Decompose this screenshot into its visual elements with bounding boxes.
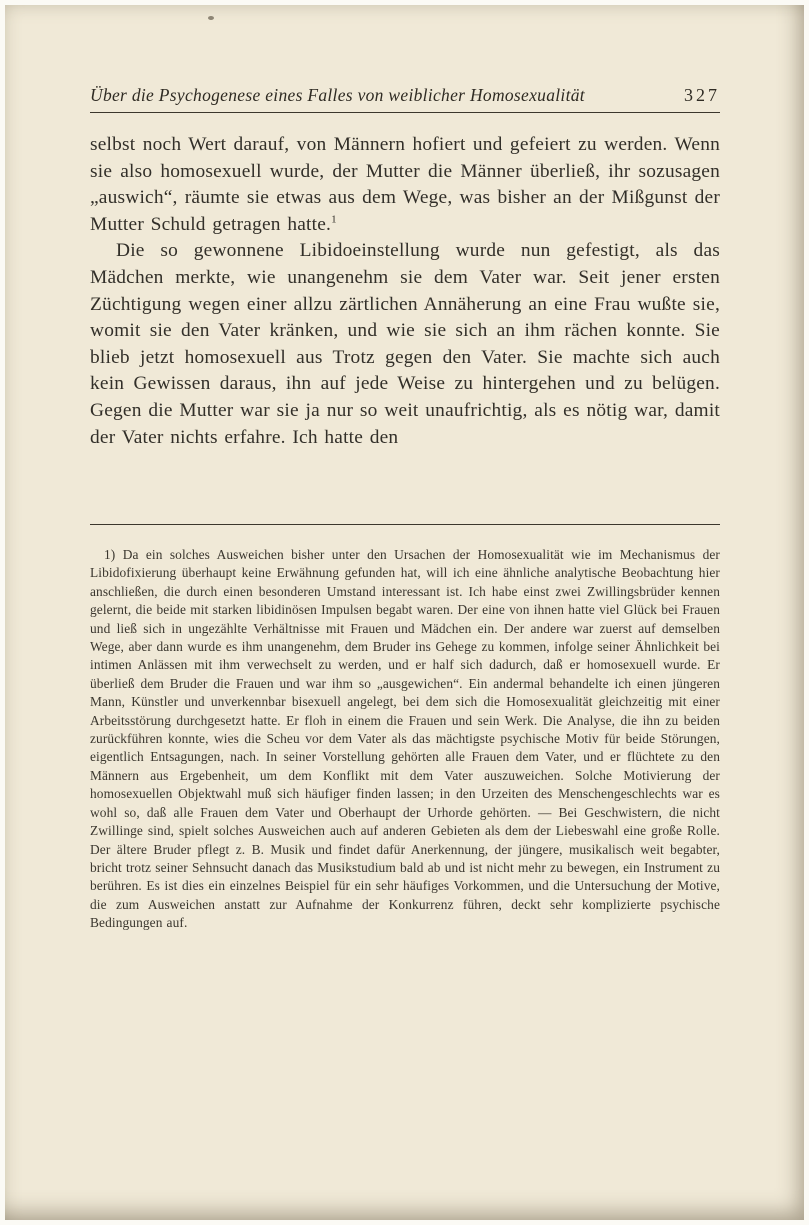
footnote-marker: 1) [104,547,116,562]
footnote [90,546,720,933]
page-number: 327 [684,85,720,105]
body-paragraph-2: Die so gewonnene Libidoeinstellung wurde nun gefestigt, als das Mädchen merkte, wie unangenehm sie dem Vater war. Seit jener ersten Züchtigung wegen einer allzu zärtlichen Annäherung an eine Frau wußte sie, womit sie den Vater kränken, und wie sie sich an ihm rächen konnte. Sie blieb jetzt homosexuell aus Trotz gegen den Vater. Sie machte sich auch kein Gewissen daraus, ihn auf jede Weise zu hintergehen und zu belügen. Gegen die Mutter war sie ja nur so weit unaufrichtig, als es nötig war, damit der Vater nichts erfahre. Ich hatte den [90,240,720,448]
footnote-text: Da ein solches Ausweichen bisher unter den Ursachen der Homosexualität wie im Mechanismus der Libidofixierung überhaupt keine Erwähnung gefunden hat, will ich eine ähnliche analytische Beobachtung hier anschließen, die durch einen besonderen Umstand interessant ist. Ich habe einst zwei Zwillingsbrüder kennen gelernt, die beide mit starken libidinösen Impulsen begabt waren. Der eine von ihnen hatte viel Glück bei Frauen und ließ sich in ungezählte Verhältnisse mit Frauen und Mädchen ein. Der andere war zuerst auf demselben Wege, aber dann wurde es ihm unangenehm, dem Bruder ins Gehege zu kommen, infolge seiner Ähnlichkeit bei intimen Anlässen mit ihm verwechselt zu werden, und er half sich dadurch, daß er homosexuell wurde. Er überließ dem Bruder die Frauen und war ihm so „ausgewichen“. Ein andermal behandelte ich einen jüngeren Mann, Künstler und unverkennbar bisexuell angelegt, bei dem sich die Homosexualität gleichzeitig mit einer Arbeitsstörung durchgesetzt hatte. Er floh in einem die Frauen und sein Werk. Die Analyse, die ihn zu beiden zurückführen konnte, wies die Scheu vor dem Vater als das mächtigste psychische Motiv für beide Störungen, eigentlich Entsagungen, nach. In seiner Vorstellung gehörten alle Frauen dem Vater, und er flüchtete zu den Männern aus Ergebenheit, um dem Konflikt mit dem Vater auszuweichen. Solche Motivierung der homosexuellen Objektwahl muß sich häufiger finden lassen; in den Urzeiten des Menschengeschlechts war es wohl so, daß alle Frauen dem Vater und Oberhaupt der Urhorde gehörten. — Bei Geschwistern, die nicht Zwillinge sind, spielt solches Ausweichen auch auf anderen Gebieten als dem der Liebeswahl eine große Rolle. Der ältere Bruder pflegt z. B. Musik und findet dafür Anerkennung, der jüngere, musikalisch weit begabter, bricht trotz seiner Sehnsucht danach das Musikstudium bald ab und ist nicht mehr zu bewegen, ein Instrument zu berühren. Es ist dies ein einzelnes Beispiel für ein sehr häufiges Vorkommen, und die Untersuchung der Motive, die zum Ausweichen anstatt zur Aufnahme der Konkurrenz führen, deckt sehr komplizierte psychische Bedingungen auf. [90,547,720,931]
footnote-divider [90,524,720,525]
body-paragraph-1 [90,132,720,238]
page-title: Über die Psychogenese eines Falles von weiblicher Homosexualität [90,85,585,105]
running-header [90,85,720,106]
header-divider [90,112,720,113]
body-text [90,132,720,451]
scan-speck [208,16,214,20]
body-paragraph-1-text: selbst noch Wert darauf, von Männern hofiert und gefeiert zu werden. Wenn sie also homosexuell wurde, der Mutter die Männer überließ, ihr sozusagen „auswich“, räumte sie etwas aus dem Wege, was bisher an der Mißgunst der Mutter Schuld getragen hatte. [90,134,720,235]
paper-page [5,5,804,1220]
footnote-reference: 1 [331,213,337,226]
